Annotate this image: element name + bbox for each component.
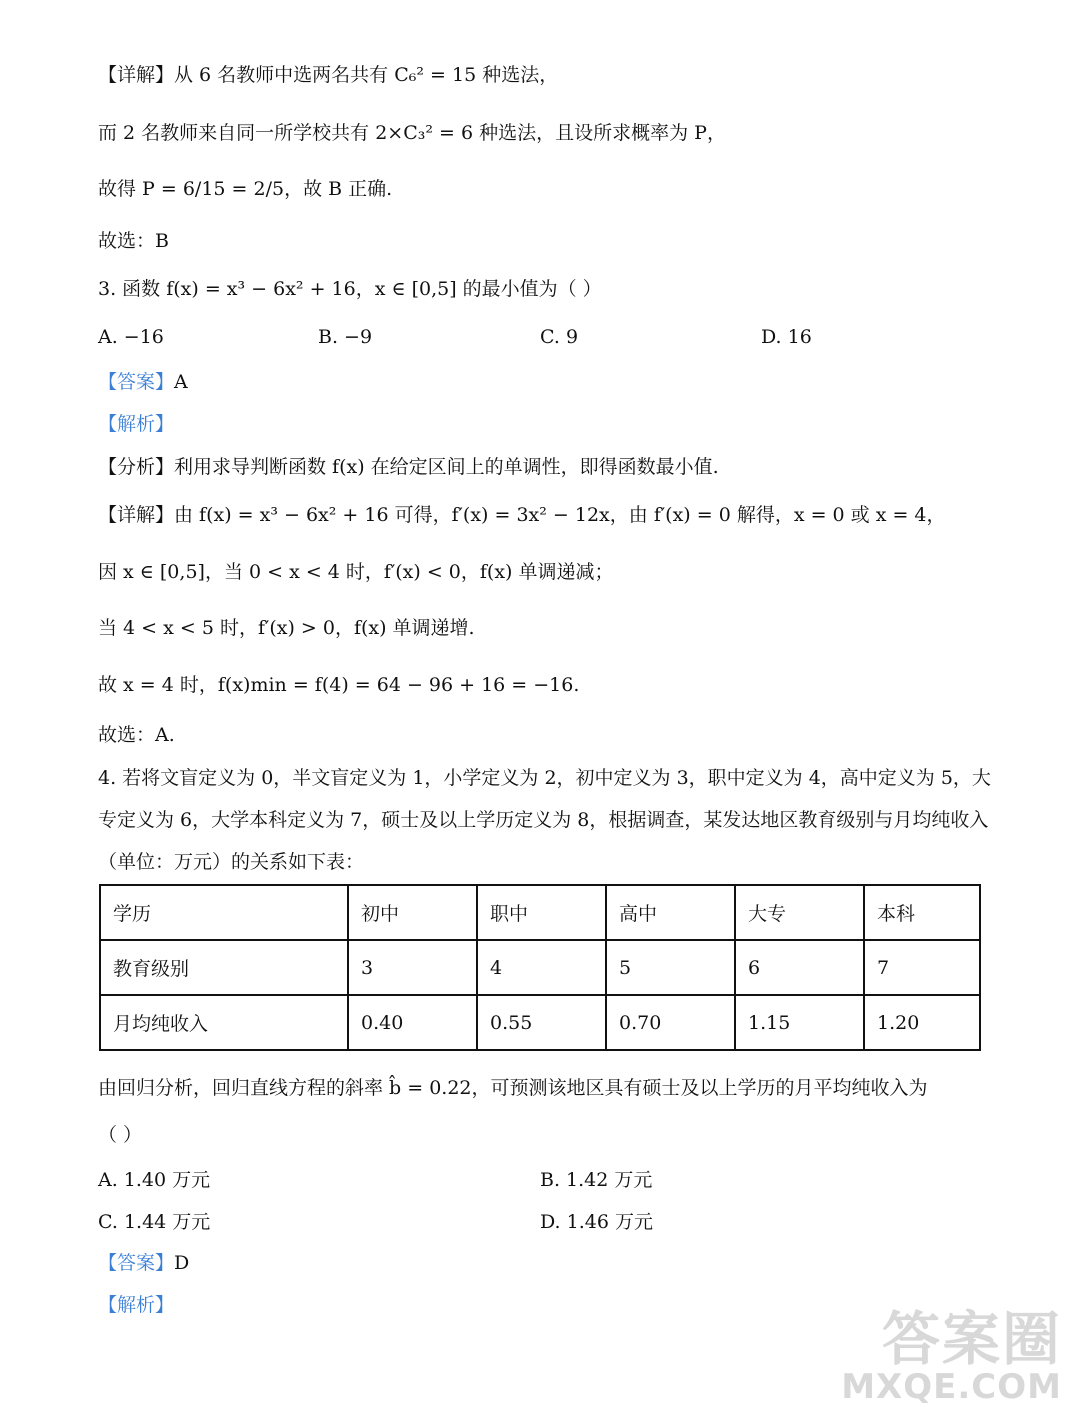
q3-gu-line: 故 x = 4 时，f(x)min = f(4) = 64 − 96 + 16 = −16. <box>98 674 580 696</box>
q3-answer-value: A <box>174 371 188 393</box>
table-cell: 教育级别 <box>100 940 348 995</box>
q4-option-c: C. 1.44 万元 <box>98 1211 211 1233</box>
q4-option-d: D. 1.46 万元 <box>540 1211 653 1233</box>
q4-option-a: A. 1.40 万元 <box>98 1169 211 1191</box>
q3-option-d: D. 16 <box>761 326 812 348</box>
education-income-table <box>99 884 981 1051</box>
table-cell: 本科 <box>864 885 980 940</box>
q4-answer-value: D <box>174 1252 190 1274</box>
table-row <box>100 995 980 1050</box>
q3-answer <box>98 369 188 395</box>
watermark-bottom: MXQE.COM <box>841 1367 1062 1407</box>
table-cell: 0.40 <box>348 995 477 1050</box>
table-cell: 1.15 <box>735 995 864 1050</box>
question-4-line-5: （ ） <box>98 1124 143 1146</box>
detail-line-3: 故得 P = 6/15 = 2/5，故 B 正确. <box>98 178 393 200</box>
q3-analysis-label: 【解析】 <box>98 413 175 435</box>
table-cell: 5 <box>606 940 735 995</box>
q3-yin-line: 因 x ∈ [0,5]，当 0 < x < 4 时，f′(x) < 0，f(x) 单调递减； <box>98 561 614 583</box>
q3-option-a: A. −16 <box>98 326 164 348</box>
table-cell: 1.20 <box>864 995 980 1050</box>
table-cell: 0.55 <box>477 995 606 1050</box>
question-4-line-4: 由回归分析，回归直线方程的斜率 b̂ = 0.22，可预测该地区具有硕士及以上学历的月平均纯收入为 <box>98 1077 928 1099</box>
table-cell: 月均纯收入 <box>100 995 348 1050</box>
q4-analysis-label: 【解析】 <box>98 1294 175 1316</box>
q3-option-c: C. 9 <box>540 326 579 348</box>
table-cell: 高中 <box>606 885 735 940</box>
table-cell: 初中 <box>348 885 477 940</box>
q4-option-b: B. 1.42 万元 <box>540 1169 653 1191</box>
q3-fenxi: 【分析】利用求导判断函数 f(x) 在给定区间上的单调性，即得函数最小值. <box>98 456 719 478</box>
table-cell: 0.70 <box>606 995 735 1050</box>
q3-option-b: B. −9 <box>318 326 373 348</box>
table-cell: 4 <box>477 940 606 995</box>
question-4-line-1: 4. 若将文盲定义为 0，半文盲定义为 1，小学定义为 2，初中定义为 3，职中定义为 4，高中定义为 5，大 <box>98 767 991 789</box>
question-4-line-2: 专定义为 6，大学本科定义为 7，硕士及以上学历定义为 8，根据调查，某发达地区教育级别与月均纯收入 <box>98 809 989 831</box>
table-cell: 职中 <box>477 885 606 940</box>
answer-label: 【答案】 <box>98 1252 175 1274</box>
detail-line-2: 而 2 名教师来自同一所学校共有 2×C₃² = 6 种选法，且设所求概率为 P， <box>98 122 726 144</box>
q3-xiangjie: 【详解】由 f(x) = x³ − 6x² + 16 可得，f′(x) = 3x² − 12x，由 f′(x) = 0 解得，x = 0 或 x = 4， <box>98 504 946 526</box>
question-3: 3. 函数 f(x) = x³ − 6x² + 16，x ∈ [0,5] 的最小值为（ ） <box>98 278 602 300</box>
watermark <box>841 1305 1062 1407</box>
table-cell: 学历 <box>100 885 348 940</box>
detail-line-1: 【详解】从 6 名教师中选两名共有 C₆² = 15 种选法， <box>98 64 559 86</box>
q3-dang-line: 当 4 < x < 5 时，f′(x) > 0，f(x) 单调递增. <box>98 617 475 639</box>
choose-b-line: 故选：B <box>98 230 169 252</box>
table-row <box>100 885 980 940</box>
table-cell: 3 <box>348 940 477 995</box>
answer-label: 【答案】 <box>98 371 175 393</box>
q3-choose-line: 故选：A. <box>98 724 175 746</box>
q4-answer <box>98 1250 189 1276</box>
table-cell: 6 <box>735 940 864 995</box>
table-cell: 大专 <box>735 885 864 940</box>
table-row <box>100 940 980 995</box>
table-cell: 7 <box>864 940 980 995</box>
question-4-line-3: （单位：万元）的关系如下表： <box>98 851 365 873</box>
watermark-top: 答案圈 <box>881 1305 1062 1373</box>
